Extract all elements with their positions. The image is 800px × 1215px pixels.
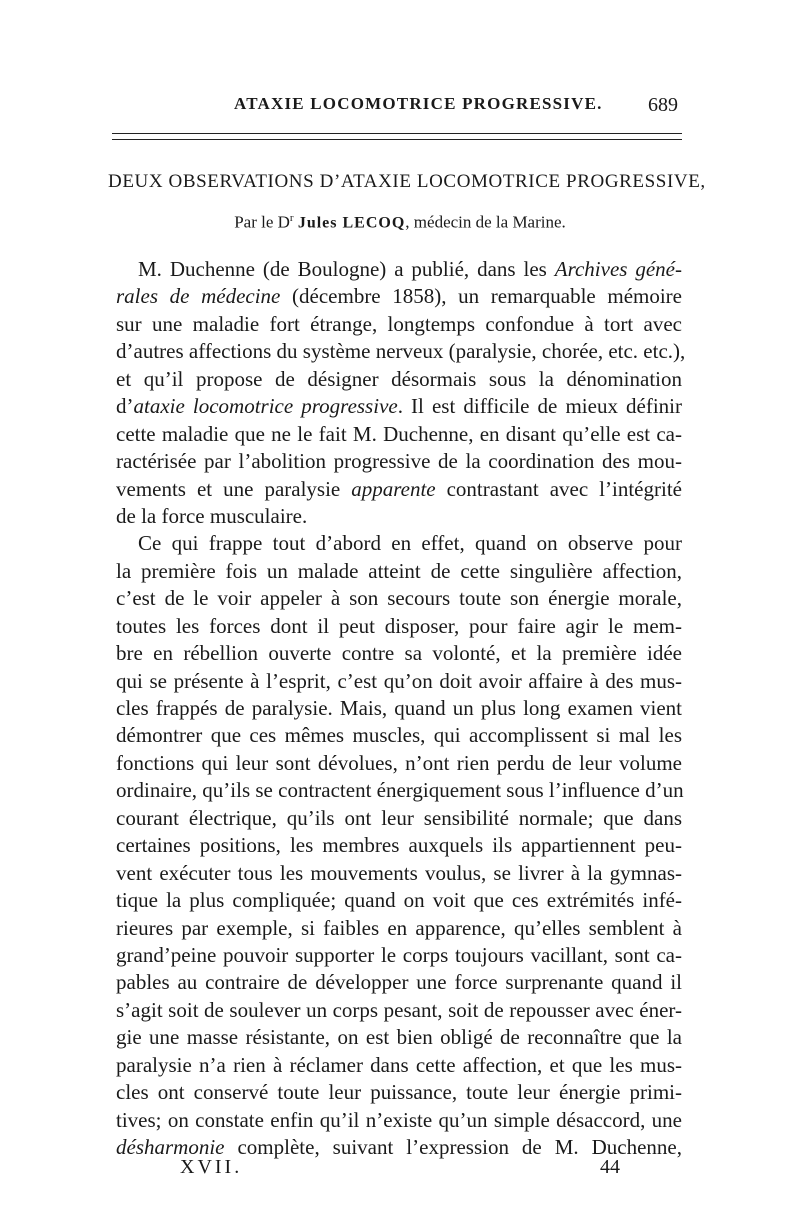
text-segment: cles ont conservé toute leur puissance, toute leur énergie primi- [116, 1080, 682, 1105]
text-segment: Ce qui frappe tout d’abord en effet, quand on observe pour [138, 531, 682, 556]
body-line [116, 393, 682, 420]
body-line [116, 338, 686, 365]
italic-text: désharmonie [116, 1135, 225, 1159]
body-line [116, 1107, 682, 1134]
text-segment: cles frappés de paralysie. Mais, quand un plus long examen vient [116, 696, 682, 720]
byline-prefix: Par le D [234, 212, 290, 232]
body-line [116, 1052, 682, 1079]
text-segment: toutes les forces dont il peut disposer, pour faire agir le mem- [116, 613, 682, 638]
body-line [116, 421, 682, 448]
page-number: 689 [648, 94, 678, 116]
header-rule-bottom [112, 139, 682, 140]
body-line [116, 640, 682, 667]
article-title: DEUX OBSERVATIONS D’ATAXIE LOCOMOTRICE PROGRESSIVE, [108, 171, 706, 192]
text-segment: d’ [116, 394, 134, 419]
text-segment: vent exécuter tous les mouvements voulus, se livrer à la gymnas- [116, 860, 682, 885]
body-line [116, 283, 682, 310]
text-segment: M. Duchenne (de Boulogne) a publié, dans les [138, 257, 555, 281]
byline-suffix: , médecin de la Marine. [405, 212, 566, 232]
body-line [116, 805, 682, 832]
footer [180, 1156, 620, 1186]
body-line [116, 476, 682, 503]
body-line [116, 1024, 682, 1051]
byline-dr-superscript: r [289, 212, 294, 224]
text-segment: qui se présente à l’esprit, c’est qu’on doit avoir affaire à des mus- [116, 668, 682, 693]
body-line [116, 722, 682, 749]
body-line [116, 887, 682, 914]
body-line [116, 558, 682, 585]
text-segment: gie une masse résistante, on est bien obligé de reconnaître que la [116, 1025, 682, 1050]
body-line [116, 256, 682, 283]
body-line [116, 915, 682, 942]
text-segment: tique la plus compliquée; quand on voit que ces extrémités infé- [116, 888, 682, 913]
text-segment: grand’peine pouvoir supporter le corps toujours vacillant, sont ca- [116, 942, 682, 967]
text-segment: et qu’il propose de désigner désormais sous la dénomination [116, 366, 682, 391]
text-segment: c’est de le voir appeler à son secours toute son énergie morale, [116, 586, 682, 611]
text-segment: complète, suivant l’expression de M. Duchenne, [224, 1135, 682, 1159]
text-segment: certaines positions, les membres auxquels ils appartiennent peu- [116, 833, 682, 858]
byline-author: Jules LECOQ [297, 214, 406, 232]
text-segment: cette maladie que ne le fait M. Duchenne, en disant qu’elle est ca- [116, 421, 682, 446]
body-text [116, 256, 686, 1161]
text-segment: (décembre 1858), un remarquable mémoire [280, 284, 682, 309]
italic-text: apparente [351, 476, 436, 501]
body-line [116, 366, 682, 393]
body-line [116, 777, 682, 804]
text-segment: paralysie n’a rien à réclamer dans cette affection, et que les mus- [116, 1052, 682, 1077]
text-segment: s’agit soit de soulever un corps pesant, soit de repousser avec éner- [116, 997, 682, 1022]
body-line [116, 1079, 682, 1106]
text-segment: vements et une paralysie [116, 476, 352, 501]
body-line [116, 530, 682, 557]
body-line [116, 832, 682, 859]
body-line [116, 997, 682, 1024]
text-segment: la première fois un malade atteint de cette singulière affection, [116, 558, 682, 583]
text-segment: courant électrique, qu’ils ont leur sensibilité normale; que dans [116, 805, 682, 830]
italic-text: ataxie locomotrice progressive [133, 394, 398, 419]
body-line [116, 585, 682, 612]
body-line [116, 942, 682, 969]
header-rule-top [112, 133, 682, 134]
body-line [116, 695, 682, 722]
italic-text: rales de médecine [116, 284, 281, 309]
running-title: ATAXIE LOCOMOTRICE PROGRESSIVE. [234, 94, 603, 113]
text-segment: démontrer que ces mêmes muscles, qui accomplissent si mal les [116, 723, 682, 748]
text-segment: rieures par exemple, si faibles en apparence, qu’elles semblent à [116, 915, 682, 940]
text-segment: contrastant avec l’intégrité [435, 476, 682, 501]
signature-number: 44 [600, 1156, 620, 1178]
text-segment: pables au contraire de développer une force surprenante quand il [116, 970, 682, 995]
running-head [112, 94, 682, 122]
body-line [116, 503, 682, 530]
text-segment: d’autres affections du système nerveux (paralysie, chorée, etc. etc.), [116, 339, 686, 364]
text-segment: tives; on constate enfin qu’il n’existe qu’un simple désaccord, une [116, 1107, 682, 1132]
text-segment: de la force musculaire. [116, 503, 308, 528]
text-segment: fonctions qui leur sont dévolues, n’ont rien perdu de leur volume [116, 750, 682, 775]
body-line [116, 668, 682, 695]
text-segment: bre en rébellion ouverte contre sa volonté, et la première idée [116, 641, 682, 666]
body-line [116, 750, 682, 777]
italic-text: Archives géné- [554, 257, 682, 281]
body-line [116, 613, 682, 640]
text-segment: sur une maladie fort étrange, longtemps confondue à tort avec [116, 311, 682, 336]
body-line [116, 969, 682, 996]
text-segment: . Il est difficile de mieux définir [397, 394, 683, 419]
text-segment: ractérisée par l’abolition progressive de la coordination des mou- [116, 449, 682, 474]
body-line [116, 860, 682, 887]
signature-mark: XVII. [180, 1156, 243, 1178]
body-line [116, 448, 682, 475]
body-line [116, 311, 682, 338]
byline [0, 212, 800, 233]
text-segment: ordinaire, qu’ils se contractent énergiquement sous l’influence d’un [116, 778, 684, 803]
